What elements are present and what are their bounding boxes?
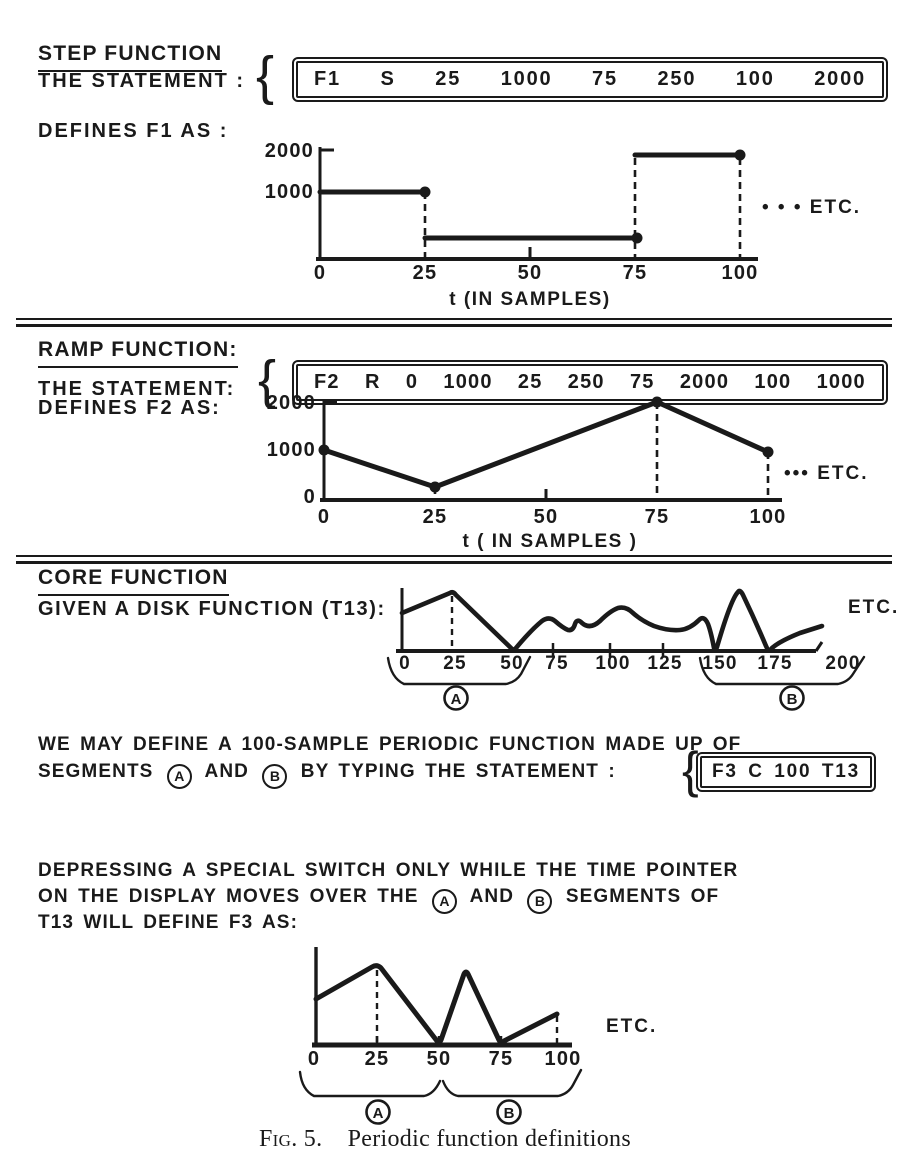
- step-xtick-75: 75: [622, 262, 648, 284]
- f3-dashed-markers: [377, 970, 557, 1045]
- core-xtick-125: 125: [647, 653, 683, 674]
- core-xtick-200: 200: [825, 653, 861, 674]
- core-xtick-175: 175: [757, 653, 793, 674]
- t13-core-plot: [385, 582, 906, 714]
- segment-b-badge-2: B: [527, 889, 552, 914]
- core-segment-b-label: B: [786, 691, 798, 708]
- f3-statement-box: [700, 756, 872, 788]
- ramp-statement-label: THE STATEMENT:: [38, 378, 236, 400]
- para1-line2: [38, 761, 616, 789]
- statement-token: F2: [314, 371, 340, 393]
- figure-caption: [0, 1126, 890, 1153]
- para2-line3: T13 WILL DEFINE F3 AS:: [38, 912, 298, 933]
- ramp-ytick-2000: 2000: [266, 392, 316, 414]
- ramp-statement-brace: {: [258, 350, 277, 410]
- f3-statement-brace: {: [682, 742, 699, 798]
- core-etc-label: ETC.: [848, 597, 900, 618]
- core-given-label: GIVEN A DISK FUNCTION (T13):: [38, 598, 386, 620]
- statement-token: 1000: [443, 371, 493, 393]
- para2-line2-pre: ON THE DISPLAY MOVES OVER THE: [38, 886, 419, 907]
- statement-token: 2000: [679, 371, 730, 393]
- step-vertex-dots: [420, 150, 746, 244]
- para1-line1: WE MAY DEFINE A 100-SAMPLE PERIODIC FUNCTION MADE UP OF: [38, 734, 742, 755]
- f3-xtick-25: 25: [364, 1048, 390, 1070]
- statement-token: 250: [567, 371, 605, 393]
- ramp-axes: [320, 400, 782, 500]
- para2-line1: DEPRESSING A SPECIAL SWITCH ONLY WHILE THE TIME POINTER: [38, 860, 739, 881]
- statement-token: T13: [821, 761, 860, 782]
- ramp-xtick-0: 0: [317, 506, 331, 528]
- statement-token: 75: [592, 68, 618, 90]
- ramp-xaxis-title: t ( IN SAMPLES ): [462, 531, 638, 552]
- f3-brace-b: [443, 1070, 581, 1096]
- step-xtick-0: 0: [313, 262, 327, 284]
- step-statement-box: [296, 61, 884, 98]
- statement-token: 25: [435, 68, 462, 90]
- f2-ramp-plot: [300, 393, 890, 505]
- ramp-xtick-100: 100: [749, 506, 787, 528]
- core-xtick-75: 75: [545, 653, 569, 674]
- ramp-dashed-droplines: [435, 402, 768, 500]
- step-xtick-25: 25: [412, 262, 438, 284]
- para1-line2-post: BY TYPING THE STATEMENT :: [300, 761, 616, 782]
- f3-segment-markers: [367, 1101, 521, 1124]
- f3-segment-a-label: A: [372, 1105, 384, 1122]
- f3-xtick-75: 75: [488, 1048, 514, 1070]
- figure-caption-label: Fig. 5.: [259, 1126, 323, 1152]
- core-segment-markers: [445, 687, 804, 710]
- step-statement-label: THE STATEMENT :: [38, 70, 246, 92]
- ramp-function-heading: RAMP FUNCTION:: [38, 338, 238, 368]
- core-series: [402, 591, 822, 650]
- statement-token: R: [364, 371, 381, 393]
- segment-a-badge: A: [167, 764, 192, 789]
- step-axes: [316, 147, 758, 259]
- f3-xtick-0: 0: [307, 1048, 321, 1070]
- f3-etc-label: ETC.: [606, 1016, 658, 1037]
- core-segment-a-label: A: [450, 691, 462, 708]
- para2-line2-mid: AND: [469, 886, 515, 907]
- segment-a-badge-2: A: [432, 889, 457, 914]
- core-xtick-150: 150: [702, 653, 738, 674]
- f3-xtick-50: 50: [426, 1048, 452, 1070]
- ramp-ytick-1000: 1000: [266, 439, 316, 461]
- step-statement-brace: {: [256, 46, 275, 106]
- step-ytick-2000: 2000: [264, 140, 314, 162]
- para1-line2-mid: AND: [204, 761, 249, 782]
- statement-token: 100: [774, 761, 812, 782]
- statement-token: 100: [735, 68, 775, 90]
- core-xtick-0: 0: [399, 653, 411, 674]
- f3-segment-braces: [300, 1070, 581, 1096]
- step-defines-label: DEFINES F1 AS :: [38, 120, 229, 142]
- core-xtick-25: 25: [443, 653, 467, 674]
- ramp-ytick-0: 0: [303, 486, 316, 508]
- step-series: [320, 155, 740, 238]
- core-xtick-50: 50: [500, 653, 524, 674]
- ramp-defines-label: DEFINES F2 AS:: [38, 397, 221, 419]
- core-xtick-100: 100: [595, 653, 631, 674]
- section-divider-2: [16, 555, 892, 564]
- statement-token: 1000: [500, 68, 553, 90]
- statement-token: S: [380, 68, 396, 90]
- section-divider-1: [16, 318, 892, 327]
- statement-token: F3: [712, 761, 738, 782]
- statement-token: C: [748, 761, 764, 782]
- step-xtick-50: 50: [517, 262, 543, 284]
- step-ytick-1000: 1000: [264, 181, 314, 203]
- ramp-xtick-50: 50: [533, 506, 559, 528]
- statement-token: 0: [405, 371, 419, 393]
- ramp-xtick-75: 75: [644, 506, 670, 528]
- ramp-xtick-25: 25: [422, 506, 448, 528]
- statement-token: 2000: [814, 68, 866, 90]
- ramp-etc-label: ••• ETC.: [784, 463, 869, 484]
- step-function-heading: STEP FUNCTION: [38, 42, 222, 72]
- step-etc-label: • • • ETC.: [762, 197, 862, 218]
- f3-xtick-100: 100: [544, 1048, 582, 1070]
- statement-token: 1000: [816, 371, 866, 393]
- f3-brace-a: [300, 1072, 440, 1096]
- statement-token: 75: [629, 371, 655, 393]
- f3-segment-b-label: B: [503, 1105, 515, 1122]
- para1-line2-pre: SEGMENTS: [38, 761, 154, 782]
- f3-series: [316, 966, 557, 1043]
- step-dashed-droplines: [425, 158, 740, 259]
- step-xtick-100: 100: [721, 262, 759, 284]
- para2-line2: [38, 886, 719, 914]
- para2-line2-post: SEGMENTS OF: [565, 886, 720, 907]
- ramp-series: [324, 402, 768, 487]
- figure-caption-text: Periodic function definitions: [347, 1126, 631, 1152]
- statement-token: 25: [517, 371, 543, 393]
- statement-token: 250: [657, 68, 697, 90]
- step-xaxis-title: t (IN SAMPLES): [449, 289, 611, 310]
- statement-token: F1: [314, 68, 341, 90]
- core-function-heading: CORE FUNCTION: [38, 566, 229, 596]
- statement-token: 100: [754, 371, 792, 393]
- segment-b-badge: B: [262, 764, 287, 789]
